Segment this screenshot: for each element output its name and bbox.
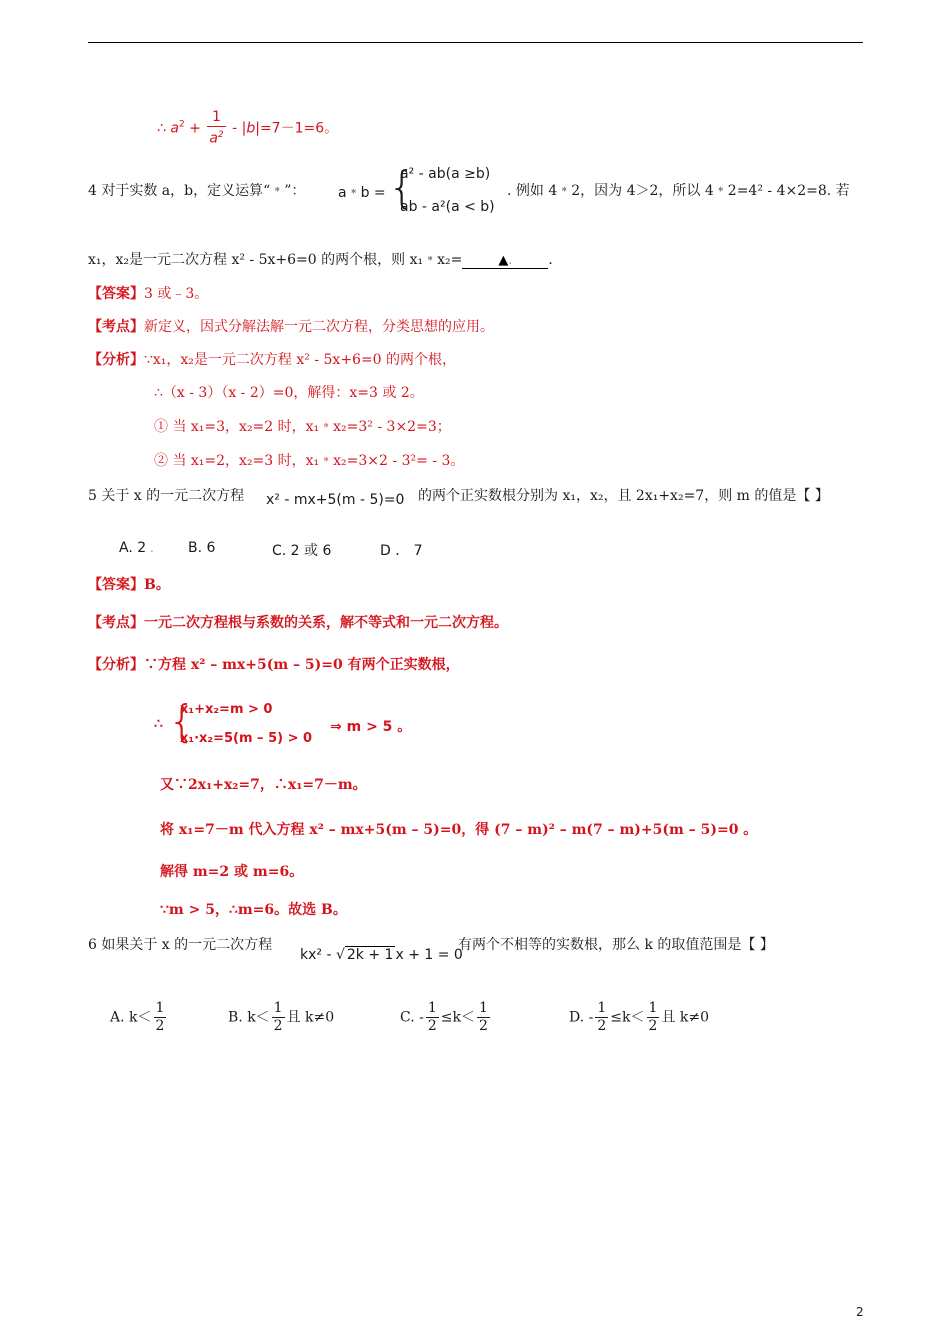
q6-eq-pre: kx² -	[300, 947, 336, 963]
page-number: 2	[856, 1305, 864, 1319]
q4-answer	[88, 283, 208, 303]
q5-line-pre: 5 关于 x 的一元二次方程	[88, 488, 245, 504]
answer-tag: 【答案】	[88, 577, 144, 593]
answer-text: B。	[144, 577, 170, 593]
frac-num: 1	[427, 1000, 437, 1016]
frac-num: 1	[478, 1000, 488, 1016]
q5-analysis-3: 又∵2x₁+x₂=7，∴x₁=7－m。	[160, 777, 367, 793]
frac-num: 1	[273, 1000, 283, 1016]
q5-option-b[interactable]: B. 6	[188, 540, 216, 556]
q6-option-a[interactable]	[110, 1000, 168, 1035]
q5-sys-post: ⇒ m > 5 。	[330, 719, 412, 735]
therefore-symbol: ∴	[157, 120, 171, 137]
q5-line-post: 的两个正实数根分别为 x₁，x₂，且 2x₁+x₂=7，则 m 的值是【 】	[418, 488, 829, 504]
q5-analysis-5: 解得 m=2 或 m=6。	[160, 864, 304, 880]
q4-analysis-3: ① 当 x₁=3，x₂=2 时，x₁﹡x₂=3² - 3×2=3；	[154, 419, 451, 435]
q6-option-d-suffix: 且 k≠0	[661, 1009, 709, 1026]
analysis-line-1: ∵方程 x² – mx+5(m – 5)=0 有两个正实数根，	[144, 657, 460, 673]
frac-den: 2	[648, 1018, 658, 1034]
q4-analysis-2: ∴（x - 3）（x - 2）=0，解得：x=3 或 2。	[154, 385, 424, 401]
q5-sys-2: x₁·x₂=5(m – 5) > 0	[180, 731, 313, 746]
dot-icon: .	[146, 541, 154, 555]
frac-den: 2	[155, 1018, 165, 1034]
q4-brace: {	[388, 162, 416, 213]
q6-option-c-mid: ≤k＜	[440, 1009, 475, 1026]
result-rest: =7－1=6。	[259, 120, 339, 137]
q6-eq-sqrt: 2k + 1	[346, 947, 394, 963]
frac-num: 1	[207, 109, 225, 127]
dot-icon: .	[508, 253, 513, 267]
q5-keypoint	[88, 612, 508, 632]
q5-sys-1: x₁+x₂=m > 0	[180, 702, 273, 717]
q6-line-post: 有两个不相等的实数根，那么 k 的取值范围是【 】	[458, 937, 774, 953]
q6-option-c-label: C. -	[400, 1009, 424, 1026]
fraction-half	[426, 1000, 439, 1035]
frac-den: 2	[478, 1018, 488, 1034]
triangle-icon: ▲	[498, 253, 509, 268]
q6-option-d-label: D. -	[569, 1009, 594, 1026]
keypoint-text: 一元二次方程根与系数的关系，解不等式和一元二次方程。	[144, 615, 508, 631]
answer-blank[interactable]	[462, 252, 548, 269]
q6-option-b-label: B. k＜	[228, 1009, 270, 1026]
frac-num: 1	[155, 1000, 165, 1016]
q5-answer	[88, 574, 170, 594]
q6-option-b[interactable]	[228, 1000, 334, 1035]
q4-line1-pre: 4 对于实数 a，b，定义运算“﹡”：	[88, 183, 306, 199]
answer-text: 3 或﹣3。	[144, 286, 209, 302]
abs-b: |b|	[241, 120, 260, 137]
q5-option-d[interactable]: D ． 7	[380, 543, 423, 559]
q4-line2	[88, 249, 562, 269]
analysis-tag: 【分析】	[88, 352, 144, 368]
q4-case1: a² - ab(a ≥b)	[400, 166, 491, 182]
q5-analysis	[88, 654, 460, 674]
q6-eq-post: x + 1 = 0	[395, 947, 463, 963]
sqrt-icon: √	[335, 947, 345, 963]
q5-analysis-4: 将 x₁=7－m 代入方程 x² – mx+5(m – 5)=0，得 (7 – m)² – m(7 – m)+5(m – 5)=0 。	[160, 822, 758, 838]
fraction-half	[272, 1000, 285, 1035]
q5-brace: {	[168, 696, 196, 747]
frac-den-var: a	[209, 130, 218, 147]
q4-line1-post: . 例如 4﹡2，因为 4＞2，所以 4﹡2=4² - 4×2=8. 若	[507, 183, 850, 199]
answer-tag: 【答案】	[88, 286, 144, 302]
frac-num: 1	[648, 1000, 658, 1016]
q5-option-a[interactable]	[119, 540, 154, 556]
q4-case2: ab - a²(a < b)	[400, 199, 495, 215]
frac-den: $a^2$	[209, 130, 224, 147]
q6-option-a-label: A. k＜	[110, 1009, 152, 1026]
fraction	[207, 109, 225, 148]
plus: +	[184, 120, 206, 137]
fraction-half	[595, 1000, 608, 1035]
minus: -	[227, 120, 242, 137]
keypoint-tag: 【考点】	[88, 615, 144, 631]
q4-line2-end: ．	[548, 252, 563, 268]
analysis-line-1: ∵x₁，x₂是一元二次方程 x² - 5x+6=0 的两个根，	[144, 352, 457, 368]
q5-equation: x² - mx+5(m - 5)=0	[266, 492, 405, 508]
q5-option-a-label: A. 2	[119, 540, 147, 556]
fraction-half	[477, 1000, 490, 1035]
keypoint-text: 新定义，因式分解法解一元二次方程，分类思想的应用。	[144, 319, 494, 335]
q4-keypoint	[88, 316, 494, 336]
keypoint-tag: 【考点】	[88, 319, 144, 335]
frac-den: 2	[597, 1018, 607, 1034]
q5-option-c[interactable]: C. 2 或 6	[272, 543, 332, 559]
fraction-half	[154, 1000, 167, 1035]
q4-analysis	[88, 349, 456, 369]
q5-analysis-6: ∵m > 5，∴m=6。故选 B。	[160, 902, 347, 918]
q6-option-d[interactable]	[569, 1000, 709, 1035]
result-line: ∴ $a^2$ + $\frac{1}{a^2}$ - |b|=7－1=6。	[157, 109, 339, 147]
q6-option-c[interactable]	[400, 1000, 492, 1035]
frac-num: 1	[597, 1000, 607, 1016]
q6-option-d-mid: ≤k＜	[610, 1009, 645, 1026]
analysis-tag: 【分析】	[88, 657, 144, 673]
var-a: a	[170, 120, 179, 137]
frac-den: 2	[427, 1018, 437, 1034]
q4-line2-text: x₁，x₂是一元二次方程 x² - 5x+6=0 的两个根，则 x₁﹡x₂=	[88, 252, 463, 268]
header-rule	[88, 42, 863, 43]
q5-sys-prefix: ∴	[154, 716, 163, 732]
q6-line-pre: 6 如果关于 x 的一元二次方程	[88, 937, 273, 953]
q4-lhs: a﹡b =	[338, 185, 386, 201]
q6-option-b-suffix: 且 k≠0	[286, 1009, 335, 1026]
frac-den: 2	[273, 1018, 283, 1034]
q6-equation	[300, 946, 463, 963]
q4-analysis-4: ② 当 x₁=2，x₂=3 时，x₁﹡x₂=3×2 - 3²= - 3。	[154, 453, 465, 469]
fraction-half	[647, 1000, 660, 1035]
